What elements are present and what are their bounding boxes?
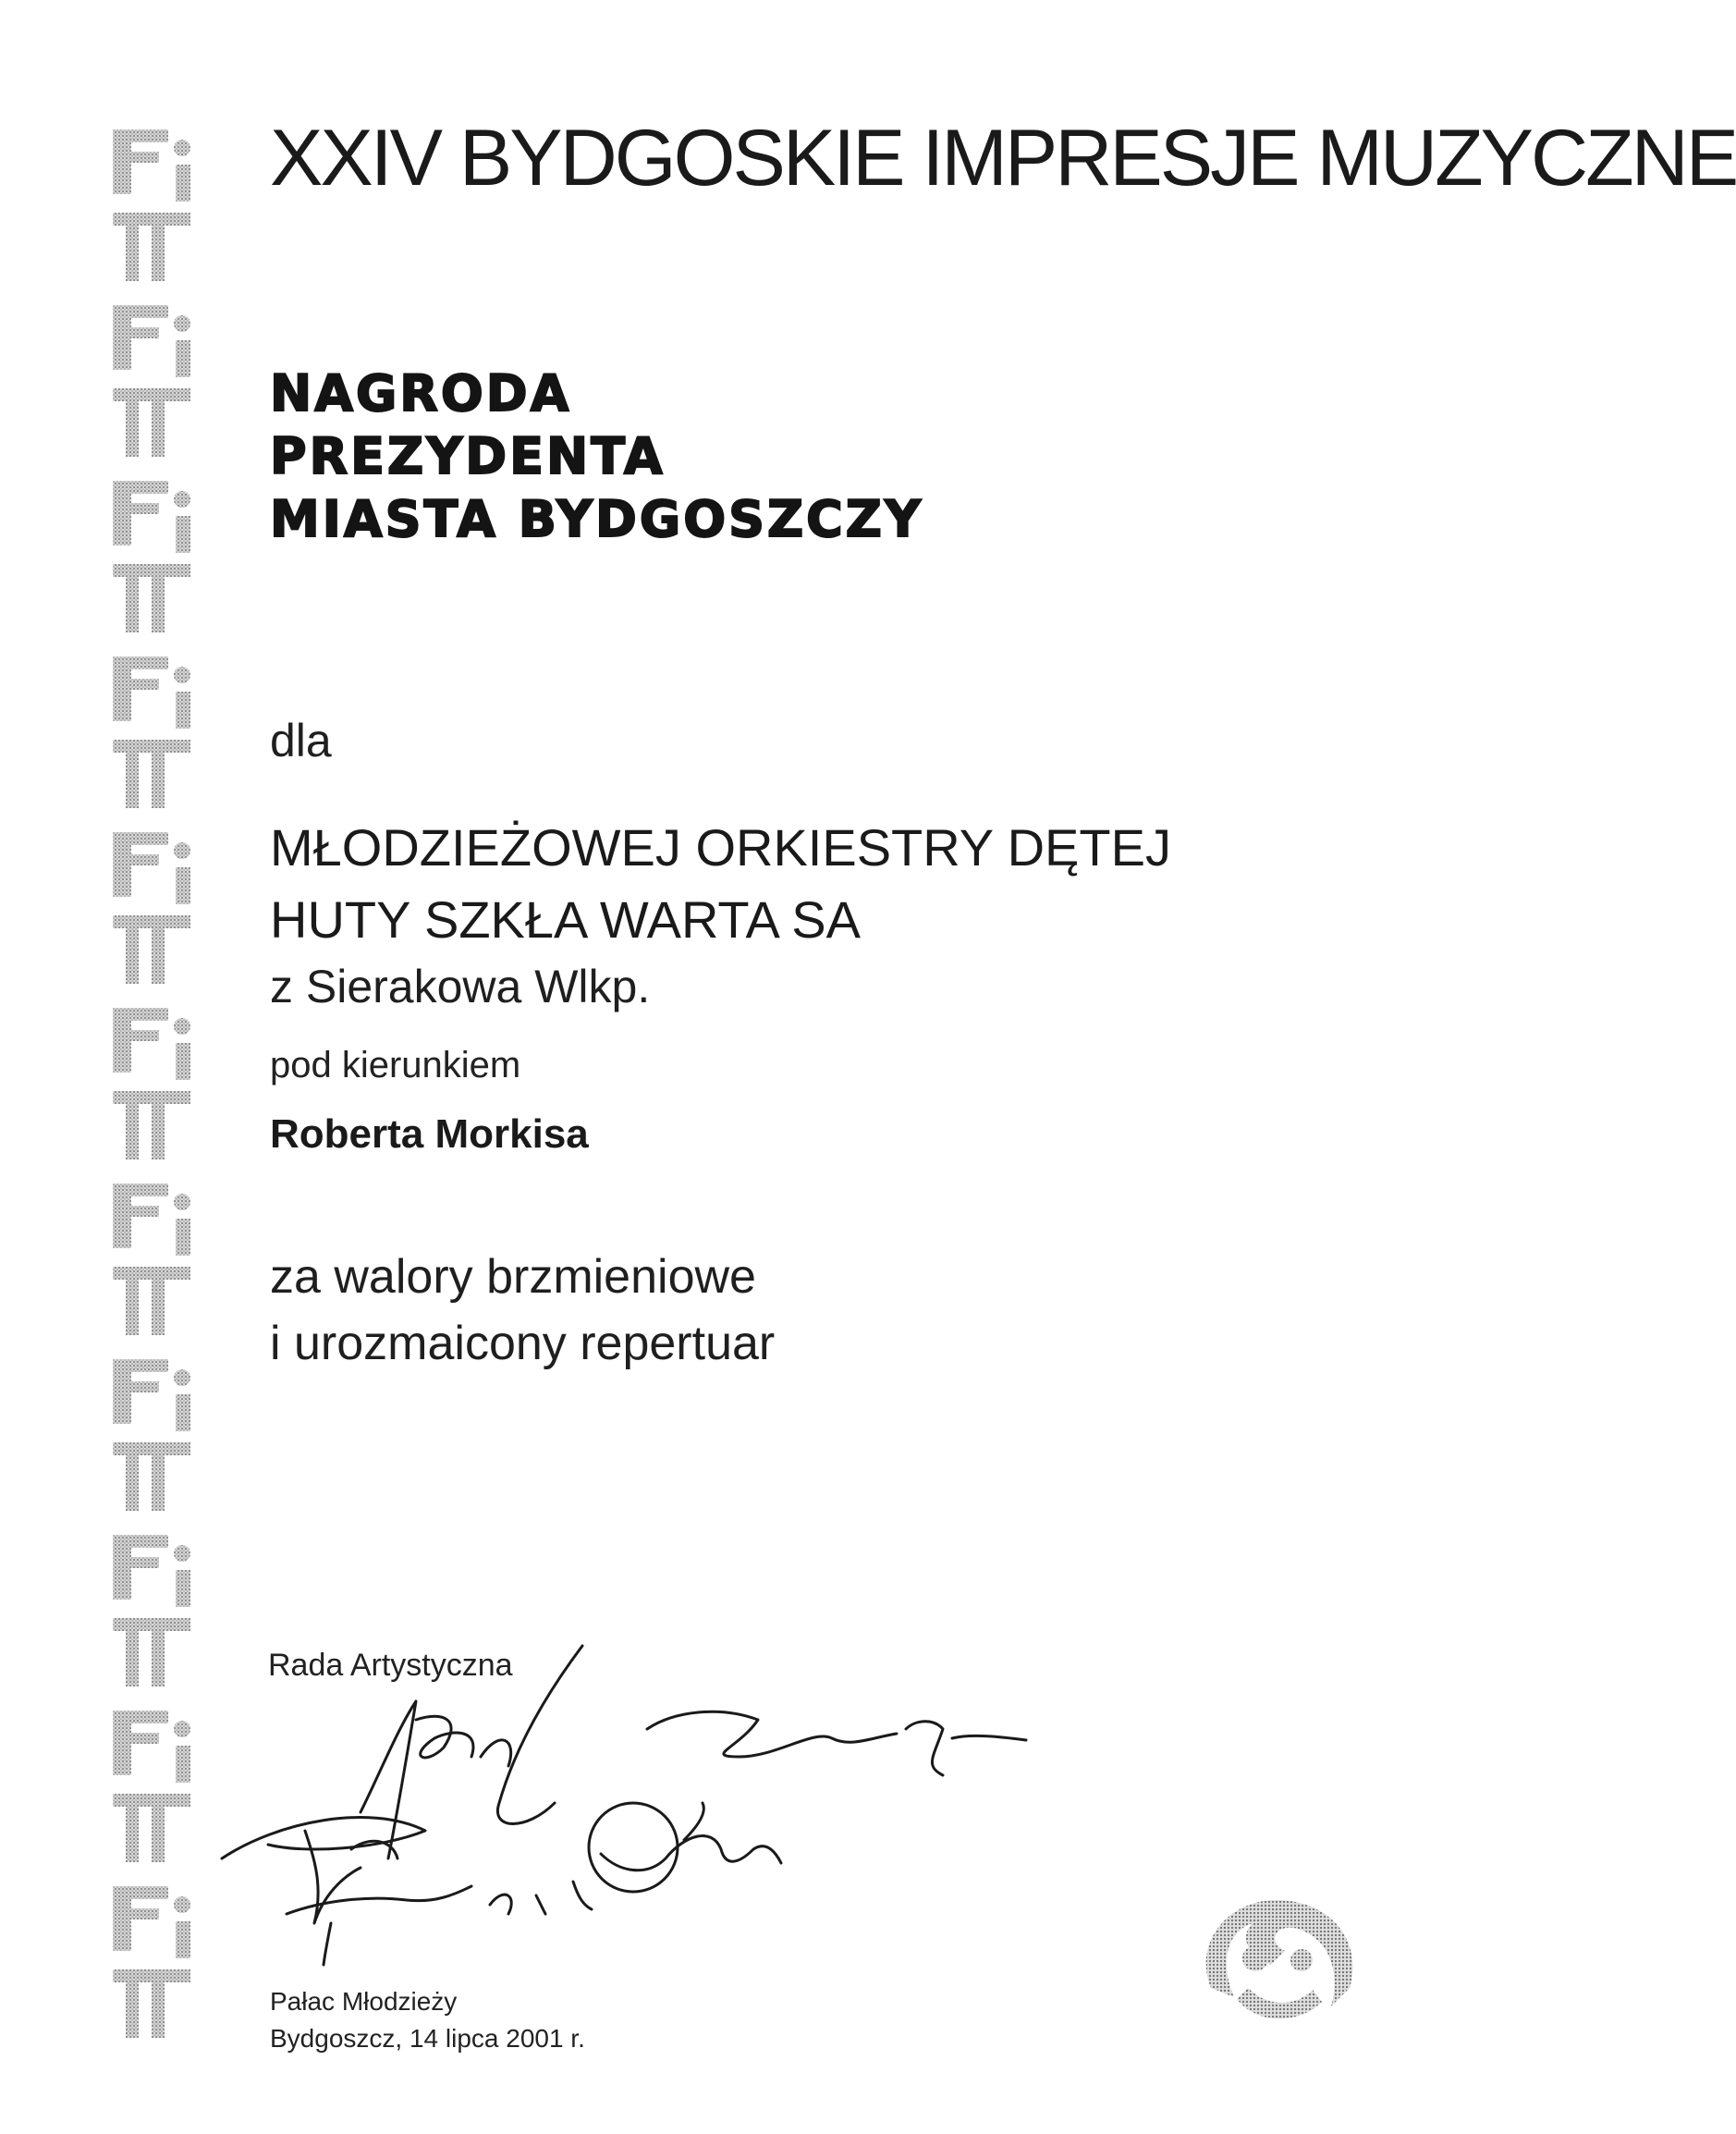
direction-label: pod kierunkiem [270,1045,521,1085]
venue-name: Pałac Młodzieży [270,1987,458,2016]
council-label: Rada Artystyczna [268,1648,513,1683]
place-date: Bydgoszcz, 14 lipca 2001 r. [270,2024,585,2053]
reason-line-2: i urozmaicony repertuar [270,1317,776,1370]
conductor-name: Roberta Morkisa [270,1111,589,1157]
award-line-3: MIASTA BYDGOSZCZY [270,490,924,548]
festival-emblem-icon [1183,1886,1368,2034]
award-reason [270,1244,775,1377]
handwritten-signatures [166,1618,1035,1969]
recipient-intro: dla [270,715,332,767]
festival-title: XXIV BYDGOSKIE IMPRESJE MUZYCZNE [270,114,1736,202]
reason-line-1: za walory brzmieniowe [270,1250,756,1304]
orchestra-line-1: MŁODZIEŻOWEJ ORKIESTRY DĘTEJ [270,818,1171,877]
recipient-town: z Sierakowa Wlkp. [270,961,651,1012]
award-line-1: NAGRODA [270,364,572,423]
venue-block [270,1983,585,2057]
award-line-2: PREZYDENTA [270,427,666,485]
orchestra-name [270,812,1171,956]
award-title [270,362,923,551]
orchestra-line-2: HUTY SZKŁA WARTA SA [270,890,861,949]
